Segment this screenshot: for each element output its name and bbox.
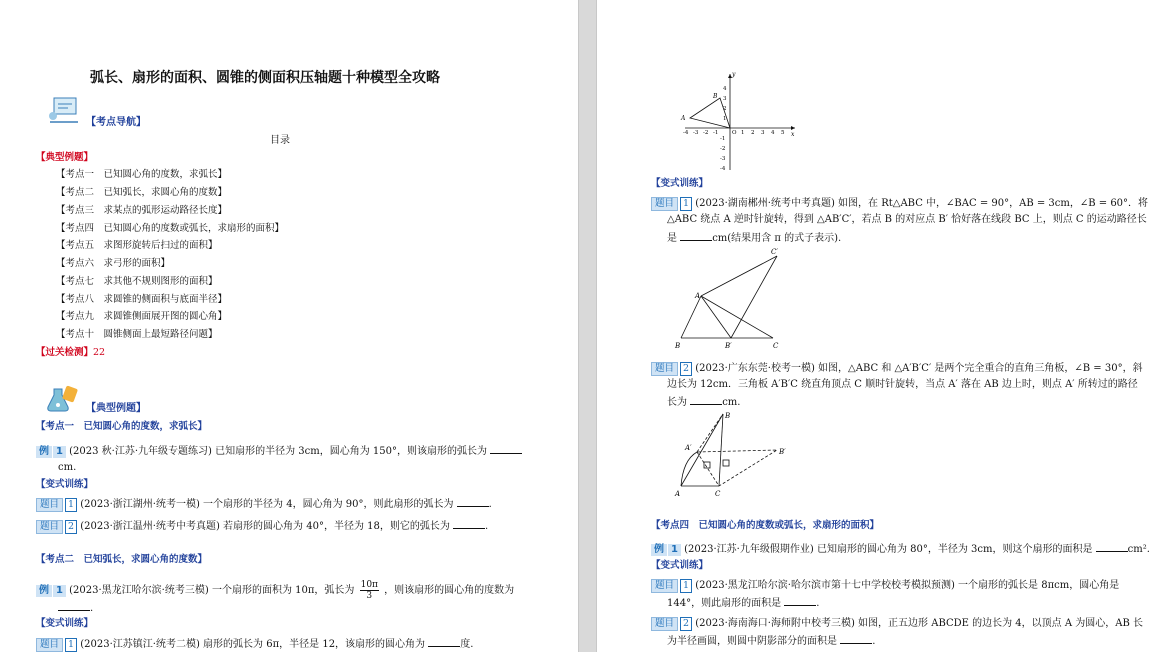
right-page (597, 0, 1158, 652)
r-q2-text-3b: cm. (722, 397, 741, 408)
q-badge-num: 1 (65, 498, 77, 512)
toc-item[interactable]: 【考点九 求圆锥侧面展开图的圆心角】 (56, 311, 228, 322)
q-badge-num: 1 (65, 638, 77, 652)
ex2-text-a: (2023·黑龙江哈尔滨·统考三模) 一个扇形的面积为 10π，弧长为 (69, 585, 355, 596)
left-page (0, 0, 578, 652)
x-axis-label: x (791, 131, 795, 138)
kp2-q1-unit: 度. (460, 639, 474, 650)
q-badge: 题目 (651, 617, 678, 631)
right-variant-heading: 【变式训练】 (651, 178, 709, 189)
ex2-text-b: ，则该扇形的圆心角的度数为 (384, 585, 515, 596)
r-q1-text-2: △ABC 绕点 A 逆时针旋转，得到 △AB′C′，若点 B 的对应点 B′ 恰好落在线段 BC 上，则点 C 的运动路径长 (667, 214, 1147, 225)
fig1-label: C′ (771, 248, 778, 256)
toc-item[interactable]: 【考点三 求某点的弧形运动路径长度】 (56, 205, 228, 216)
r-ex1-unit: cm². (1127, 544, 1150, 555)
toc-check-row[interactable] (36, 347, 105, 359)
x-tick: -4 (683, 130, 689, 136)
kp2-variant-heading: 【变式训练】 (36, 618, 94, 629)
kp1-q1-row: 题目 1 (2023·浙江湖州·统考一模) 一个扇形的半径为 4，圆心角为 90°，则此扇形的弧长为 . (36, 497, 492, 512)
toc-label: 目录 (270, 135, 290, 146)
r-q1-line3 (667, 231, 841, 245)
x-tick: O (732, 130, 737, 136)
q-badge-num: 1 (680, 579, 692, 593)
fig2-label: A (675, 490, 681, 498)
r-q2-answer-blank[interactable] (690, 395, 722, 405)
fig2-label: B (725, 412, 731, 420)
ex2-fraction-den: 3 (366, 591, 373, 601)
x-tick: 5 (781, 130, 785, 136)
r-ex1-answer-blank[interactable] (1096, 542, 1128, 552)
x-tick: 2 (751, 130, 755, 136)
ex2-fraction-num: 10π (360, 580, 378, 590)
kp1-q2-answer-blank[interactable] (453, 519, 485, 529)
r-q3-line2: 144°，则此扇形的面积是 . (667, 598, 820, 609)
ex1-text: (2023 秋·江苏·九年级专题练习) 已知扇形的半径为 3cm，圆心角为 150°，则该扇形的弧长为 (69, 446, 488, 457)
kp1-q1-answer-blank[interactable] (457, 497, 489, 507)
toc-item[interactable]: 【考点五 求图形旋转后扫过的面积】 (56, 240, 218, 251)
r-q3-text-2: 144°，则此扇形的面积是 (667, 598, 782, 609)
ex2-badge: 例 (36, 585, 52, 597)
toc-check-page: 22 (93, 347, 106, 358)
r-variant-heading-2: 【变式训练】 (651, 560, 709, 571)
kp2-q1-row (36, 637, 473, 652)
fig2-label: B′ (779, 448, 786, 456)
q-badge: 题目 (651, 362, 678, 376)
r-q1-text-3b: cm(结果用含 π 的式子表示). (712, 233, 842, 244)
ex2-answer-row: . (58, 601, 93, 615)
r-q2-line1 (651, 362, 1143, 376)
kp1-q1-text: (2023·浙江湖州·统考一模) 一个扇形的半径为 4，圆心角为 90°，则此扇形的弧长为 (80, 499, 454, 510)
fig1-label: C (773, 342, 779, 350)
r-q1-text-1: (2023·湖南郴州·统考中考真题) 如图，在 Rt△ABC 中，∠BAC = 90°，AB = 3cm，∠B = 60°．将 (695, 198, 1149, 209)
kp2-q1-answer-blank[interactable] (428, 637, 460, 647)
y-tick: 4 (723, 86, 727, 92)
x-tick: -3 (693, 130, 699, 136)
fig1-label: A (695, 292, 701, 300)
r-q4-text-1: (2023·海南海口·海师附中校考三模) 如图，正五边形 ABCDE 的边长为 4，以顶点 A 为圆心，AB 长 (695, 618, 1143, 629)
ex1-row (36, 444, 522, 458)
r-q2-text-1: (2023·广东东莞·校考一模) 如图，△ABC 和 △A′B′C′ 是两个完全重合的直角三角板，∠B = 30°，斜 (695, 363, 1143, 374)
q-badge: 题目 (651, 579, 678, 593)
r-ex1-badge-num: 1 (668, 544, 681, 556)
x-tick: -1 (713, 130, 719, 136)
ex1-answer-blank[interactable] (490, 444, 522, 454)
x-tick: 4 (771, 130, 775, 136)
y-axis-label: y (732, 71, 736, 78)
q-badge-num: 2 (680, 617, 692, 631)
toc-link-check[interactable]: 【过关检测】 (36, 347, 94, 358)
rotation-figure-2 (673, 406, 799, 500)
q-badge: 题目 (36, 520, 63, 534)
r-ex1-row (651, 542, 1150, 556)
r-q1-answer-blank[interactable] (680, 231, 712, 241)
r-q3-answer-blank[interactable] (784, 596, 816, 606)
fig2-label: A′ (685, 444, 692, 452)
r-q4-answer-blank[interactable] (840, 634, 872, 644)
r-q1-text-3a: 是 (667, 233, 677, 244)
y-tick: 2 (723, 106, 727, 112)
x-tick: -2 (703, 130, 709, 136)
kp4-heading: 【考点四 已知圆心角的度数或弧长，求扇形的面积】 (651, 520, 880, 531)
typical-heading: 【典型例题】 (86, 403, 146, 414)
ex2-fraction (360, 580, 379, 601)
page-gutter (578, 0, 597, 652)
nav-illustration-icon (48, 96, 80, 126)
y-tick: -4 (720, 166, 726, 172)
q-badge: 题目 (36, 498, 63, 512)
toc-item[interactable]: 【考点一 已知圆心角的度数，求弧长】 (56, 169, 228, 180)
y-tick: 3 (723, 96, 727, 102)
q-badge-num: 2 (680, 362, 692, 376)
ex2-badge-num: 1 (53, 585, 66, 597)
kp1-q2-row: 题目 2 (2023·浙江温州·统考中考真题) 若扇形的圆心角为 40°，半径为 18，则它的弧长为 . (36, 519, 488, 534)
r-q2-text-3a: 长为 (667, 397, 687, 408)
ex1-badge-num: 1 (53, 446, 66, 458)
q-badge-num: 2 (65, 520, 77, 534)
ex1-badge: 例 (36, 446, 52, 458)
q-badge-num: 1 (680, 197, 692, 211)
typical-examples-icon (46, 383, 80, 413)
triangle-oab (690, 98, 730, 128)
fig2-label: C (715, 490, 721, 498)
r-q3-text-1: (2023·黑龙江哈尔滨·哈尔滨市第十七中学校校考模拟预测) 一个扇形的弧长是 8πcm，圆心角是 (695, 580, 1120, 591)
document-title: 弧长、扇形的面积、圆锥的侧面积压轴题十种模型全攻略 (90, 70, 440, 86)
r-q4-line2: 为半径画圆，则圆中阴影部分的面积是 . (667, 636, 876, 647)
nav-heading: 【考点导航】 (86, 117, 146, 128)
y-tick: 1 (723, 116, 727, 122)
kp1-q2-text: (2023·浙江温州·统考中考真题) 若扇形的圆心角为 40°，半径为 18，则它的弧长为 (80, 521, 450, 532)
y-tick: -1 (720, 136, 726, 142)
point-a-label: A (681, 115, 686, 122)
kp2-heading: 【考点二 已知弧长，求圆心角的度数】 (36, 554, 208, 565)
point-b-label: B (713, 93, 718, 100)
toc-item[interactable]: 【考点四 已知圆心角的度数或弧长，求扇形的面积】 (56, 223, 285, 234)
r-q4-line1 (651, 617, 1143, 631)
coordinate-plane-figure (679, 70, 799, 174)
kp2-q1-text: (2023·江苏镇江·统考二模) 扇形的弧长为 6π，半径是 12，该扇形的圆心角为 (80, 639, 426, 650)
rotation-figure-1 (673, 244, 789, 350)
toc-item[interactable]: 【考点八 求圆锥的侧面积与底面半径】 (56, 294, 228, 305)
ex2-row (36, 580, 514, 601)
toc-link-typical-examples[interactable]: 【典型例题】 (36, 152, 94, 163)
x-tick: 1 (741, 130, 745, 136)
r-q4-text-2: 为半径画圆，则圆中阴影部分的面积是 (667, 636, 837, 647)
kp1-heading: 【考点一 已知圆心角的度数，求弧长】 (36, 421, 208, 432)
y-tick: -3 (720, 156, 726, 162)
fig1-label: B (675, 342, 681, 350)
toc-item[interactable]: 【考点十 圆锥侧面上最短路径问题】 (56, 329, 218, 340)
q-badge: 题目 (651, 197, 678, 211)
toc-item[interactable]: 【考点六 求弓形的面积】 (56, 258, 171, 269)
r-ex1-badge: 例 (651, 544, 667, 556)
toc-item[interactable]: 【考点二 已知弧长，求圆心角的度数】 (56, 187, 228, 198)
ex2-answer-blank[interactable] (58, 601, 90, 611)
x-tick: 3 (761, 130, 765, 136)
y-tick: -2 (720, 146, 726, 152)
q-badge: 题目 (36, 638, 63, 652)
r-q3-line1 (651, 579, 1119, 593)
r-ex1-text: (2023·江苏·九年级假期作业) 已知扇形的圆心角为 80°，半径为 3cm，则这个扇形的面积是 (684, 544, 1093, 555)
r-q1-line1 (651, 197, 1148, 211)
fig1-label: B′ (725, 342, 732, 350)
r-q2-text-2: 边长为 12cm．三角板 A′B′C 绕直角顶点 C 顺时针旋转，当点 A′ 落在 AB 边上时，则点 A′ 所转过的路径 (667, 379, 1138, 390)
ex1-unit: cm. (58, 462, 77, 473)
kp1-variant-heading: 【变式训练】 (36, 479, 94, 490)
toc-item[interactable]: 【考点七 求其他不规则图形的面积】 (56, 276, 218, 287)
